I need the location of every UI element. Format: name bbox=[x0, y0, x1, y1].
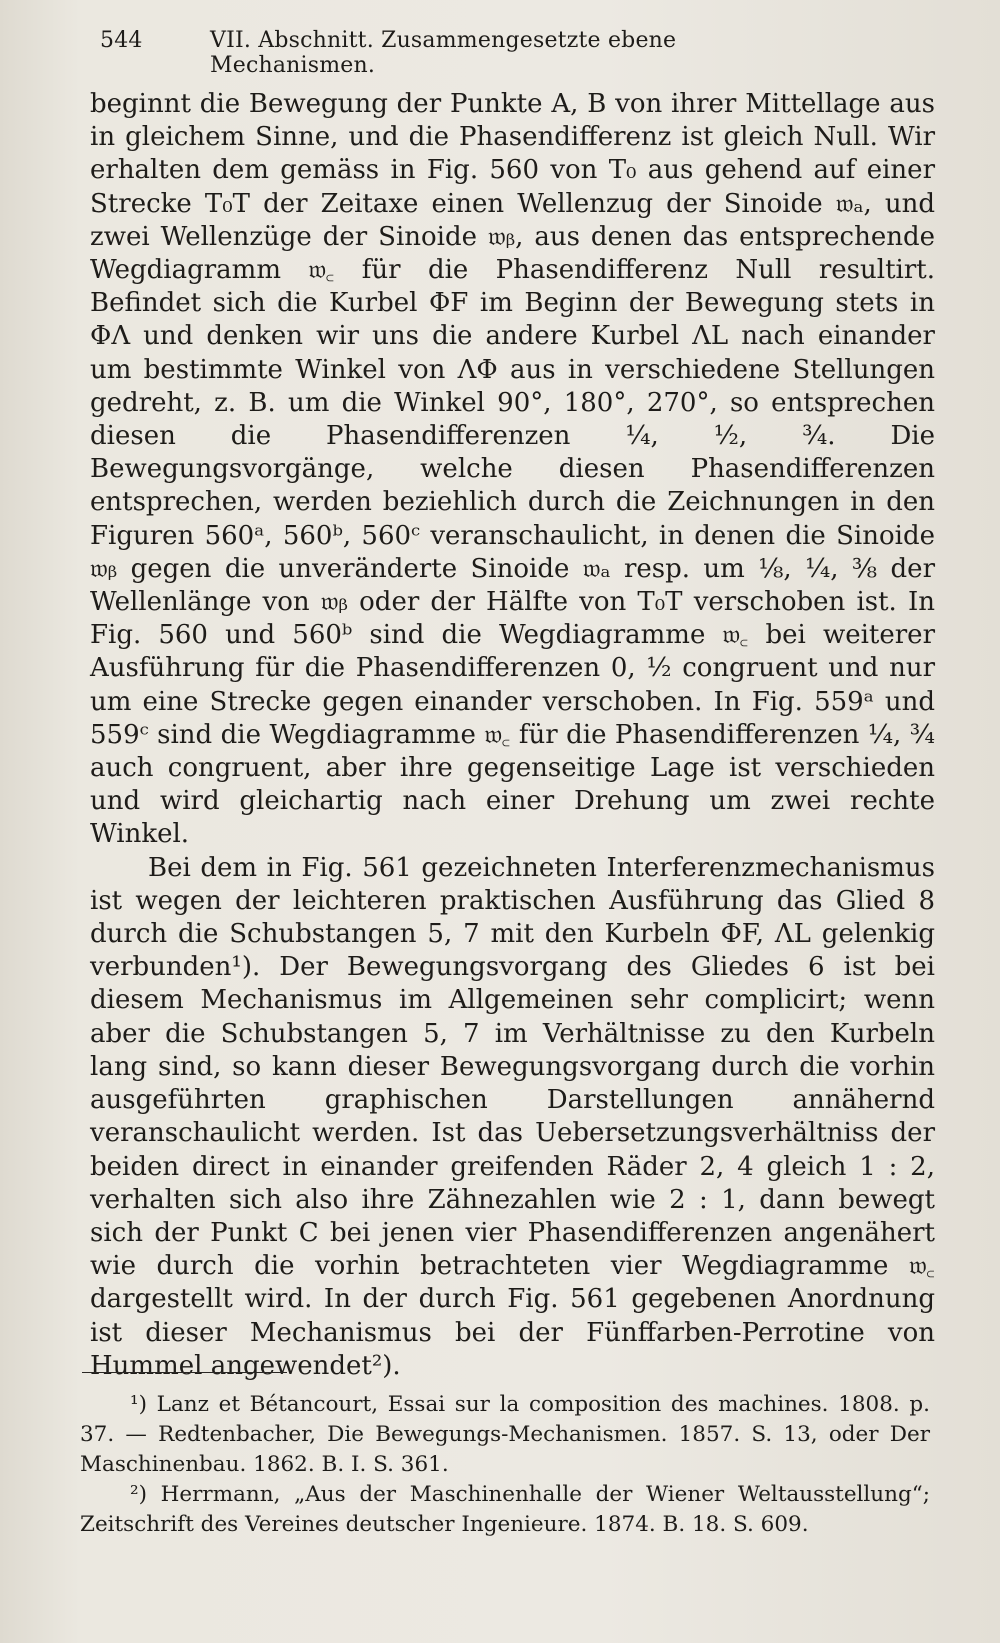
paragraph-1: beginnt die Bewegung der Punkte A, B von ihrer Mittellage aus in gleichem Sinne, und die Phasendifferenz ist gleich Null. Wir erhalten dem gemäss in Fig. 560 von T₀ aus gehend auf einer Strecke T₀T der Zeitaxe einen Wellenzug der Sinoide 𝔴ₐ, und zwei Wellenzüge der Sinoide 𝔴ᵦ, aus denen das entsprechende Wegdiagramm 𝔴꜀ für die Phasendifferenz Null resultirt. Befindet sich die Kurbel ΦF im Beginn der Bewegung stets in ΦΛ und denken wir uns die andere Kurbel ΛL nach einander um bestimmte Winkel von ΛΦ aus in verschiedene Stellungen gedreht, z. B. um die Winkel 90°, 180°, 270°, so entsprechen diesen die Phasendifferenzen ¼, ½, ¾. Die Bewegungsvorgänge, welche diesen Phasendifferenzen entsprechen, werden beziehlich durch die Zeichnungen in den Figuren 560ᵃ, 560ᵇ, 560ᶜ veranschaulicht, in denen die Sinoide 𝔴ᵦ gegen die unveränderte Sinoide 𝔴ₐ resp. um ⅛, ¼, ⅜ der Wellenlänge von 𝔴ᵦ oder der Hälfte von T₀T verschoben ist. In Fig. 560 und 560ᵇ sind die Wegdiagramme 𝔴꜀ bei weiterer Ausführung für die Phasendifferenzen 0, ½ congruent und nur um eine Strecke gegen einander verschoben. In Fig. 559ᵃ und 559ᶜ sind die Wegdiagramme 𝔴꜀ für die Phasendifferenzen ¼, ¾ auch congruent, aber ihre gegenseitige Lage ist verschieden und wird gleichartig nach einer Drehung um zwei rechte Winkel. bbox=[90, 89, 935, 850]
running-head: VII. Abschnitt. Zusammengesetzte ebene Mechanismen. bbox=[210, 28, 677, 78]
footnotes bbox=[80, 1390, 930, 1540]
footnote-2: ²) Herrmann, „Aus der Maschinenhalle der Wiener Weltausstellung“; Zeitschrift des Vereines deutscher Ingenieure. 1874. B. 18. S. 609. bbox=[80, 1482, 930, 1537]
page-header bbox=[100, 28, 820, 78]
footnote-divider bbox=[82, 1372, 287, 1373]
paragraph-2: Bei dem in Fig. 561 gezeichneten Interferenzmechanismus ist wegen der leichteren praktischen Ausführung das Glied 8 durch die Schubstangen 5, 7 mit den Kurbeln ΦF, ΛL gelenkig verbunden¹). Der Bewegungsvorgang des Gliedes 6 ist bei diesem Mechanismus im Allgemeinen sehr complicirt; wenn aber die Schubstangen 5, 7 im Verhältnisse zu den Kurbeln lang sind, so kann dieser Bewegungsvorgang durch die vorhin ausgeführten graphischen Darstellungen annähernd veranschaulicht werden. Ist das Uebersetzungsverhältniss der beiden direct in einander greifenden Räder 2, 4 gleich 1 : 2, verhalten sich also ihre Zähnezahlen wie 2 : 1, dann bewegt sich der Punkt C bei jenen vier Phasendifferenzen angenähert wie durch die vorhin betrachteten vier Wegdiagramme 𝔴꜀ dargestellt wird. In der durch Fig. 561 gegebenen Anordnung ist dieser Mechanismus bei der Fünffarben-Perrotine von Hummel angewendet²). bbox=[90, 852, 935, 1381]
page-number: 544 bbox=[100, 28, 143, 53]
body-text bbox=[90, 88, 935, 1383]
footnote-1: ¹) Lanz et Bétancourt, Essai sur la composition des machines. 1808. p. 37. — Redtenbacher, Die Bewegungs-Mechanismen. 1857. S. 13, oder Der Maschinenbau. 1862. B. I. S. 361. bbox=[80, 1392, 930, 1477]
